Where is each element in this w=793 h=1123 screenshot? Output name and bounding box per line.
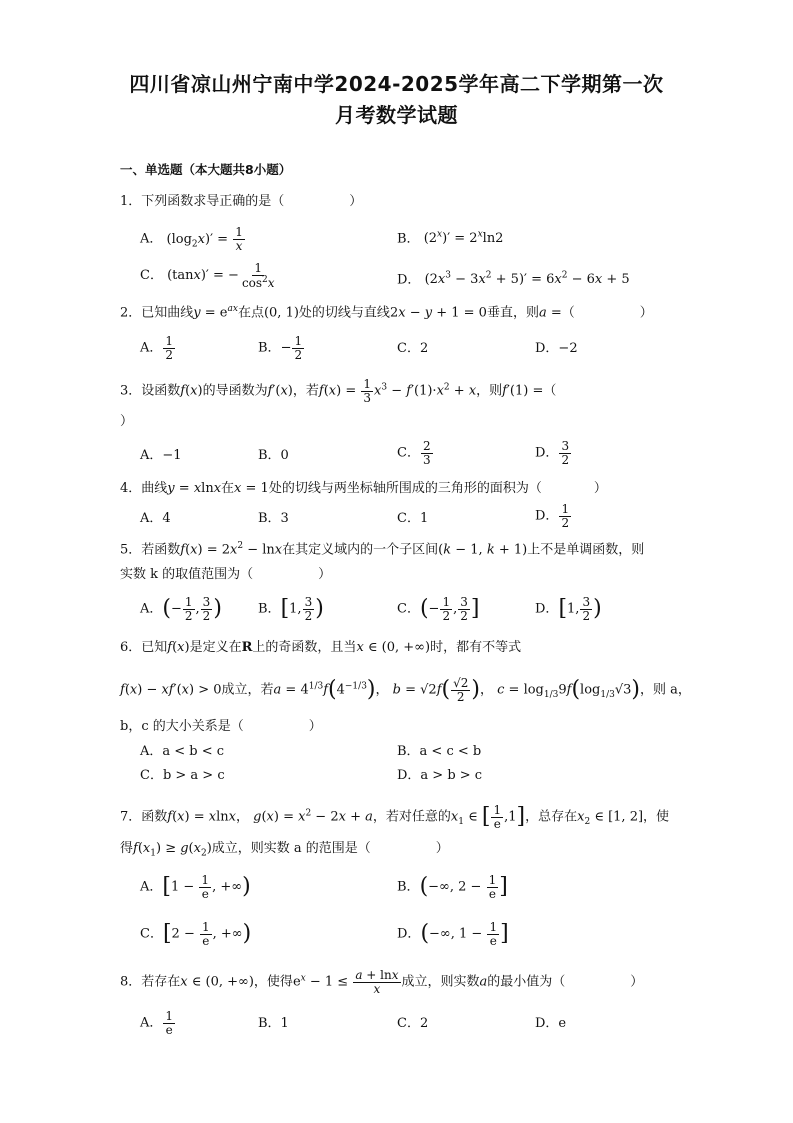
question-4-option-a: A．4 (140, 511, 171, 526)
question-3-stem: 3．设函数f(x)的导函数为f′(x)，若f(x) = $\frac{1}{3}$ $x^3 - f'(1)\cdot x^2 + x$，则f′(1) =（ (120, 377, 557, 405)
question-6-option-d: D．a > b > c (397, 768, 483, 783)
question-5-stem: 5．若函数$f(x) = 2x^2 - \ln x$在其定义域内的一个子区间(k − 1, k + 1)上不是单调函数，则 (120, 541, 645, 558)
question-6-option-c: C．b > a > c (140, 768, 225, 783)
question-5-option-b: B．[1, $\frac{3}{2}$ ) (258, 595, 324, 623)
question-1-option-c: C． (tanx)′ = − $\frac{1}{\cos^2x}$ (140, 261, 275, 290)
question-7-stem-line2: 得$f(x_1) \ge g(x_2)$成立，则实数 a 的范围是（ ） (120, 841, 449, 859)
question-6-stem-line3: b，c 的大小关系是（ ） (120, 719, 322, 734)
question-1-stem: 1．下列函数求导正确的是（ ） (120, 194, 363, 209)
question-8-option-b: B．1 (258, 1016, 289, 1031)
section-heading: 一、单选题（本大题共8小题） (120, 162, 292, 177)
question-7-option-a: A．[1 − $\frac{1}{e}$ , +∞) (140, 873, 251, 901)
question-7-option-d: D．(−∞, 1 − $\frac{1}{e}$ ] (397, 920, 509, 948)
question-3-option-a: A．−1 (140, 448, 182, 463)
question-2-option-c: C．2 (397, 341, 429, 356)
question-4-option-d: D． $\frac{1}{2}$ (535, 502, 570, 530)
question-2-stem: 2．已知曲线$y = e^{ax}$在点(0, 1)处的切线与直线2x − y + 1 = 0垂直，则a =（ ） (120, 304, 653, 321)
question-3-option-c: C． $\frac{2}{3}$ (397, 439, 431, 467)
question-6-option-a: A．a < b < c (140, 744, 225, 759)
question-3-option-d: D． $\frac{3}{2}$ (535, 439, 570, 467)
question-1-option-b: B． $(2^x)' = 2^x\ln 2$ (397, 230, 504, 247)
question-8-option-c: C．2 (397, 1016, 429, 1031)
question-5-option-a: A．(− $\frac{1}{2}$ , $\frac{3}{2}$ ) (140, 595, 222, 623)
exam-title-line1: 四川省凉山州宁南中学2024-2025学年高二下学期第一次 (129, 72, 664, 96)
question-5-option-d: D．[1, $\frac{3}{2}$ ) (535, 595, 602, 623)
question-2-option-d: D．−2 (535, 341, 578, 356)
question-8-option-a: A． $\frac{1}{e}$ (140, 1009, 174, 1037)
question-1-option-d: D． $(2x^3 - 3x^2 + 5)' = 6x^2 - 6x + 5$ (397, 271, 630, 288)
question-4-option-c: C．1 (397, 511, 429, 526)
question-7-option-b: B．(−∞, 2 − $\frac{1}{e}$ ] (397, 873, 508, 901)
question-6-option-b: B．a < c < b (397, 744, 482, 759)
question-4-option-b: B．3 (258, 511, 289, 526)
question-1-option-a: A． $(\log_2x)'$ = $\frac{1}{x}$ (140, 225, 243, 253)
exam-title-line2: 月考数学试题 (335, 103, 458, 127)
question-4-stem: 4．曲线y = xlnx在x = 1处的切线与两坐标轴所围成的三角形的面积为（ ） (120, 481, 607, 496)
question-7-option-c: C．[2 − $\frac{1}{e}$ , +∞) (140, 920, 252, 948)
question-5-option-c: C．(− $\frac{1}{2}$ , $\frac{3}{2}$ ] (397, 595, 480, 623)
question-3-stem-line2: ） (120, 414, 134, 429)
question-5-stem-line2: 实数 k 的取值范围为（ ） (120, 567, 332, 582)
question-8-stem: 8．若存在x ∈ (0, +∞)，使得$e^x - 1$ ≤ $\frac{a + \ln x}{x}$ 成立，则实数a的最小值为（ ） (120, 968, 644, 996)
question-8-option-d: D．e (535, 1016, 567, 1031)
question-2-option-a: A． $\frac{1}{2}$ (140, 334, 174, 362)
question-6-stem-line2: f(x) − xf′(x) > 0成立，若$a = 4^{1/3}f(4^{-1/3})$， b = √2f( $\frac{√2}{2}$ )， $c = \log_{1/3}9f(\log_{1/3}√3)$，则 a， (120, 676, 691, 704)
question-7-stem: 7．函数f(x) = xlnx， $g(x) = x^2 - 2x + a$，若对任意的$x_1$ ∈ [ $\frac{1}{e}$ ,1]，总存在$x_2$ ∈ [1, 2]，使 (120, 803, 670, 831)
question-6-stem: 6．已知f(x)是定义在R上的奇函数，且当x ∈ (0, +∞)时，都有不等式 (120, 640, 522, 655)
question-3-option-b: B．0 (258, 448, 289, 463)
question-2-option-b: B．− $\frac{1}{2}$ (258, 334, 303, 362)
